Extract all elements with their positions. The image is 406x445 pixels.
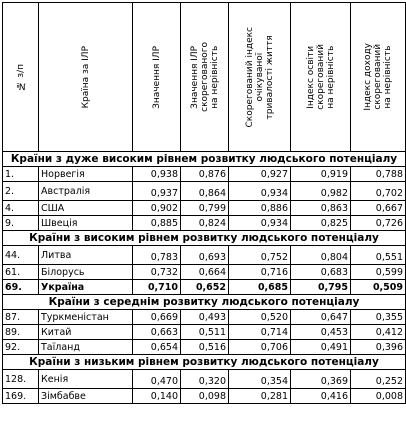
value-cell: 0,664 — [181, 265, 229, 280]
country-name: Україна — [39, 280, 133, 295]
value-cell: 0,706 — [229, 340, 291, 355]
value-cell: 0,355 — [351, 310, 406, 325]
value-cell: 0,354 — [229, 370, 291, 389]
row-number: 1. — [3, 167, 39, 182]
value-cell: 0,693 — [181, 246, 229, 265]
header-row — [3, 3, 406, 152]
value-cell: 0,726 — [351, 216, 406, 231]
table-body — [3, 152, 406, 404]
value-cell: 0,788 — [351, 167, 406, 182]
value-cell: 0,491 — [291, 340, 351, 355]
row-number: 128. — [3, 370, 39, 389]
value-cell: 0,516 — [181, 340, 229, 355]
table-row — [3, 370, 406, 389]
section-title: Країни з дуже високим рівнем розвитку людського потенціалу — [3, 152, 406, 167]
table-row — [3, 340, 406, 355]
country-name: Туркменістан — [39, 310, 133, 325]
value-cell: 0,008 — [351, 389, 406, 404]
country-name: Норвегія — [39, 167, 133, 182]
value-cell: 0,902 — [133, 201, 181, 216]
value-cell: 0,493 — [181, 310, 229, 325]
value-cell: 0,320 — [181, 370, 229, 389]
value-cell: 0,732 — [133, 265, 181, 280]
table-row — [3, 265, 406, 280]
header-cell — [133, 3, 181, 152]
value-cell: 0,982 — [291, 182, 351, 201]
header-cell — [39, 3, 133, 152]
value-cell: 0,876 — [181, 167, 229, 182]
value-cell: 0,934 — [229, 216, 291, 231]
value-cell: 0,714 — [229, 325, 291, 340]
value-cell: 0,863 — [291, 201, 351, 216]
value-cell: 0,520 — [229, 310, 291, 325]
value-cell: 0,886 — [229, 201, 291, 216]
value-cell: 0,647 — [291, 310, 351, 325]
value-cell: 0,752 — [229, 246, 291, 265]
country-name: США — [39, 201, 133, 216]
value-cell: 0,799 — [181, 201, 229, 216]
hdi-table — [2, 2, 406, 404]
value-cell: 0,864 — [181, 182, 229, 201]
value-cell: 0,804 — [291, 246, 351, 265]
value-cell: 0,824 — [181, 216, 229, 231]
header-label: Значення ІЛР — [151, 45, 162, 109]
row-number: 69. — [3, 280, 39, 295]
value-cell: 0,783 — [133, 246, 181, 265]
value-cell: 0,702 — [351, 182, 406, 201]
value-cell: 0,509 — [351, 280, 406, 295]
table-row — [3, 280, 406, 295]
value-cell: 0,396 — [351, 340, 406, 355]
row-number: 2. — [3, 182, 39, 201]
section-title: Країни з середнім розвитку людського потенціалу — [3, 295, 406, 310]
value-cell: 0,667 — [351, 201, 406, 216]
country-name: Швеція — [39, 216, 133, 231]
value-cell: 0,654 — [133, 340, 181, 355]
table-row — [3, 182, 406, 201]
value-cell: 0,416 — [291, 389, 351, 404]
value-cell: 0,825 — [291, 216, 351, 231]
value-cell: 0,098 — [181, 389, 229, 404]
country-name: Білорусь — [39, 265, 133, 280]
table-row — [3, 389, 406, 404]
value-cell: 0,795 — [291, 280, 351, 295]
value-cell: 0,453 — [291, 325, 351, 340]
section-row — [3, 355, 406, 370]
value-cell: 0,685 — [229, 280, 291, 295]
value-cell: 0,919 — [291, 167, 351, 182]
value-cell: 0,281 — [229, 389, 291, 404]
value-cell: 0,511 — [181, 325, 229, 340]
section-title: Країни з високим рівнем розвитку людського потенціалу — [3, 231, 406, 246]
value-cell: 0,934 — [229, 182, 291, 201]
row-number: 89. — [3, 325, 39, 340]
section-row — [3, 231, 406, 246]
table-row — [3, 246, 406, 265]
country-name: Зімбабве — [39, 389, 133, 404]
row-number: 44. — [3, 246, 39, 265]
value-cell: 0,470 — [133, 370, 181, 389]
row-number: 87. — [3, 310, 39, 325]
table-row — [3, 201, 406, 216]
value-cell: 0,716 — [229, 265, 291, 280]
value-cell: 0,252 — [351, 370, 406, 389]
value-cell: 0,663 — [133, 325, 181, 340]
value-cell: 0,927 — [229, 167, 291, 182]
value-cell: 0,369 — [291, 370, 351, 389]
value-cell: 0,412 — [351, 325, 406, 340]
value-cell: 0,937 — [133, 182, 181, 201]
country-name: Китай — [39, 325, 133, 340]
section-row — [3, 295, 406, 310]
header-label: Індекс доходу скорегований на нерівність — [363, 43, 393, 111]
value-cell: 0,885 — [133, 216, 181, 231]
row-number: 169. — [3, 389, 39, 404]
row-number: 9. — [3, 216, 39, 231]
country-name: Кенія — [39, 370, 133, 389]
country-name: Таїланд — [39, 340, 133, 355]
table-row — [3, 216, 406, 231]
value-cell: 0,551 — [351, 246, 406, 265]
value-cell: 0,652 — [181, 280, 229, 295]
header-cell — [291, 3, 351, 152]
value-cell: 0,599 — [351, 265, 406, 280]
value-cell: 0,683 — [291, 265, 351, 280]
header-label: Країна за ІЛР — [80, 45, 91, 109]
header-label: Значення ІЛР скорегованого на нерівність — [189, 42, 220, 112]
value-cell: 0,710 — [133, 280, 181, 295]
country-name: Австралія — [39, 182, 133, 201]
value-cell: 0,669 — [133, 310, 181, 325]
table-row — [3, 167, 406, 182]
table-row — [3, 310, 406, 325]
table-row — [3, 325, 406, 340]
section-title: Країни з низьким рівнем розвитку людського потенціалу — [3, 355, 406, 370]
header-cell — [351, 3, 406, 152]
header-cell — [181, 3, 229, 152]
row-number: 4. — [3, 201, 39, 216]
header-cell — [3, 3, 39, 152]
country-name: Литва — [39, 246, 133, 265]
value-cell: 0,938 — [133, 167, 181, 182]
value-cell: 0,140 — [133, 389, 181, 404]
row-number: 61. — [3, 265, 39, 280]
row-number: 92. — [3, 340, 39, 355]
header-label: Індекс освіти скорегований на нерівність — [305, 44, 336, 110]
section-row — [3, 152, 406, 167]
header-cell — [229, 3, 291, 152]
header-label: № з/п — [15, 63, 26, 91]
header-label: Скорегований індекс очікуваної тривалості життя — [244, 26, 275, 128]
